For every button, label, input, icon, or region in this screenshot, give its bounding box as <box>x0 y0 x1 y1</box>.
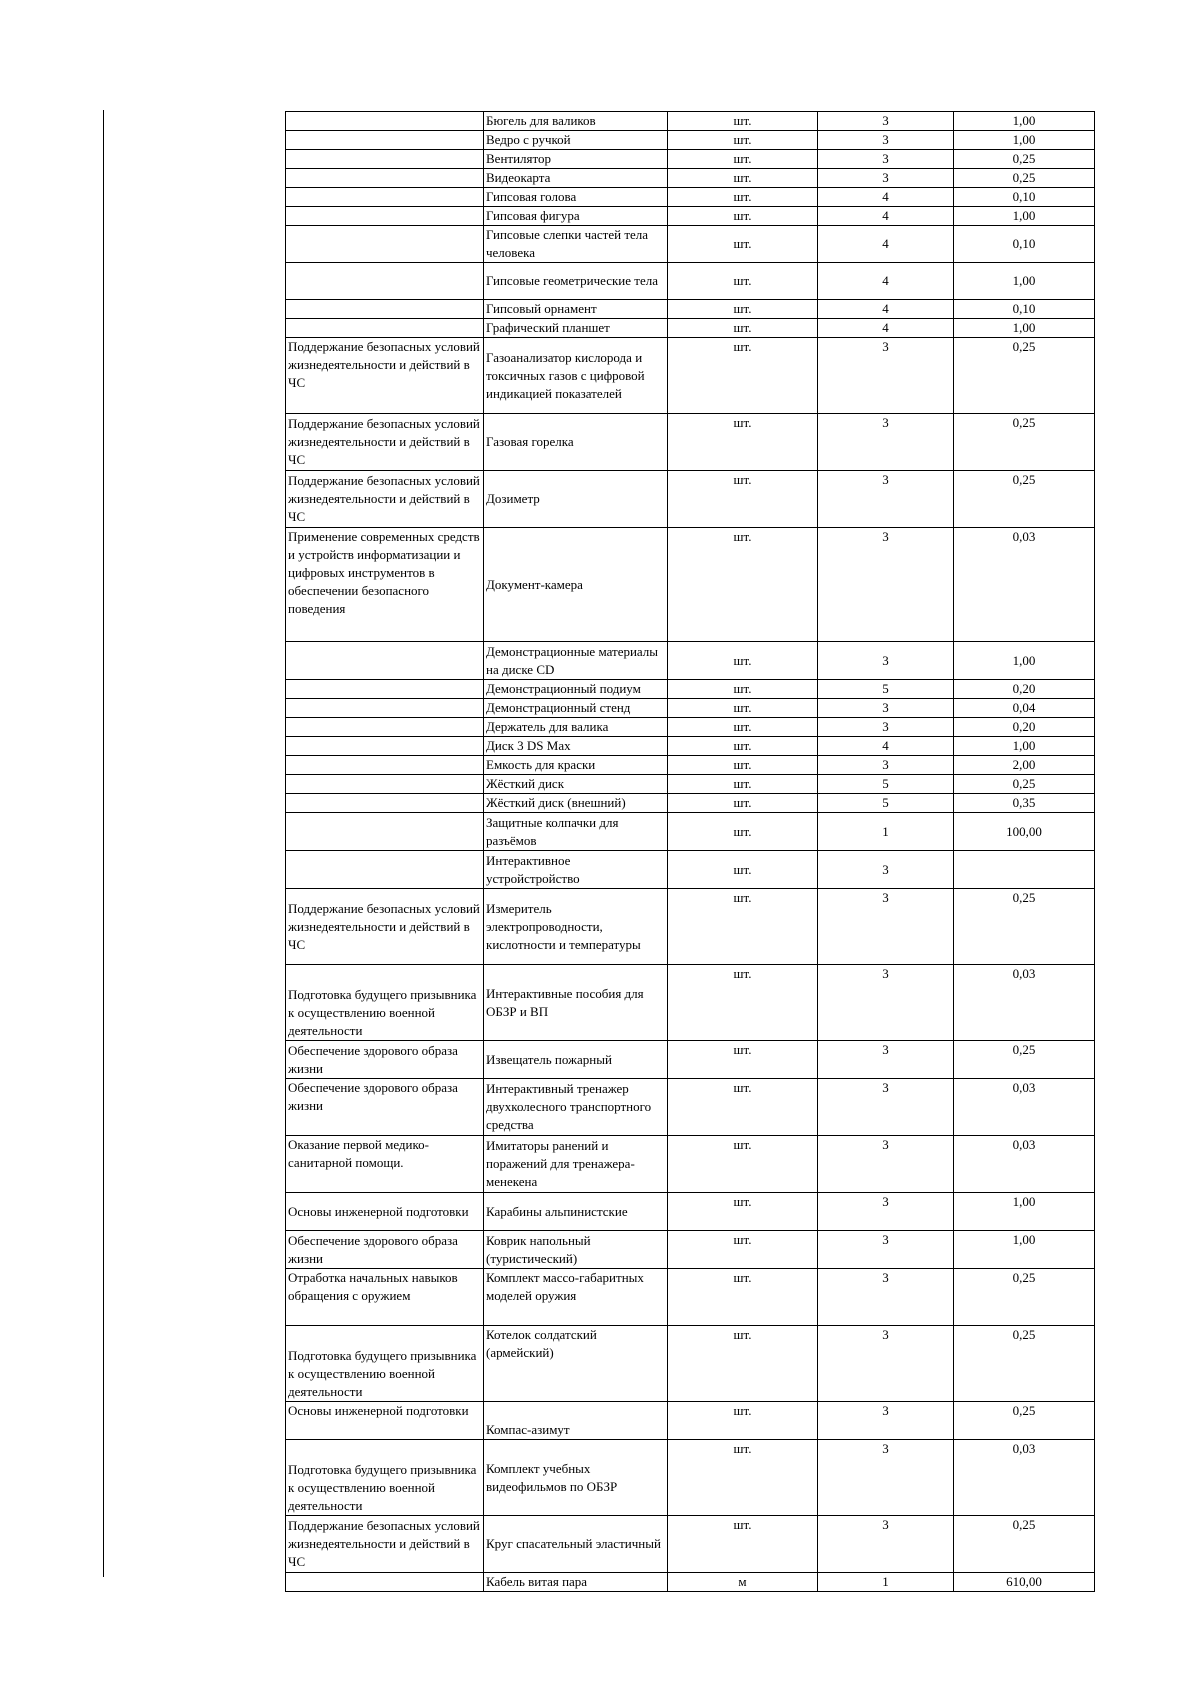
coefficient-cell: 0,25 <box>954 1041 1095 1079</box>
quantity-cell: 3 <box>818 131 954 150</box>
item-name-cell: Ведро с ручкой <box>484 131 668 150</box>
quantity-cell: 3 <box>818 851 954 889</box>
coefficient-cell: 1,00 <box>954 319 1095 338</box>
item-name-cell: Интерактивное устройстройство <box>484 851 668 889</box>
item-name-cell: Документ-камера <box>484 528 668 642</box>
unit-cell: шт. <box>668 1402 818 1440</box>
section-cell: Основы инженерной подготовки <box>286 1402 484 1440</box>
quantity-cell: 1 <box>818 1573 954 1592</box>
unit-cell: шт. <box>668 756 818 775</box>
item-name-cell: Вентилятор <box>484 150 668 169</box>
unit-cell: шт. <box>668 131 818 150</box>
coefficient-cell: 0,25 <box>954 471 1095 528</box>
item-name-cell: Жёсткий диск <box>484 775 668 794</box>
section-cell: Обеспечение здорового образа жизни <box>286 1231 484 1269</box>
coefficient-cell: 0,25 <box>954 775 1095 794</box>
table-row <box>286 756 1095 775</box>
table-row <box>286 1402 1095 1440</box>
item-name-cell: Емкость для краски <box>484 756 668 775</box>
item-name-cell: Интерактивный тренажер двухколесного транспортного средства <box>484 1079 668 1136</box>
unit-cell: шт. <box>668 528 818 642</box>
section-cell <box>286 300 484 319</box>
quantity-cell: 3 <box>818 1193 954 1231</box>
item-name-cell: Гипсовые слепки частей тела человека <box>484 226 668 263</box>
table-row <box>286 150 1095 169</box>
unit-cell: шт. <box>668 112 818 131</box>
quantity-cell: 3 <box>818 1136 954 1193</box>
quantity-cell: 3 <box>818 756 954 775</box>
equipment-table-body <box>286 112 1095 1592</box>
item-name-cell: Жёсткий диск (внешний) <box>484 794 668 813</box>
table-row <box>286 1326 1095 1402</box>
quantity-cell: 3 <box>818 1440 954 1516</box>
section-cell <box>286 169 484 188</box>
item-name-cell: Видеокарта <box>484 169 668 188</box>
unit-cell: шт. <box>668 1136 818 1193</box>
coefficient-cell: 0,25 <box>954 169 1095 188</box>
quantity-cell: 3 <box>818 718 954 737</box>
coefficient-cell: 0,03 <box>954 1079 1095 1136</box>
section-cell <box>286 794 484 813</box>
coefficient-cell: 0,35 <box>954 794 1095 813</box>
quantity-cell: 3 <box>818 1402 954 1440</box>
item-name-cell: Гипсовая голова <box>484 188 668 207</box>
unit-cell: шт. <box>668 1231 818 1269</box>
section-cell: Поддержание безопасных условий жизнедеятельности и действий в ЧС <box>286 471 484 528</box>
section-cell: Обеспечение здорового образа жизни <box>286 1041 484 1079</box>
section-cell: Подготовка будущего призывника к осуществлению военной деятельности <box>286 1440 484 1516</box>
table-row <box>286 207 1095 226</box>
coefficient-cell: 0,20 <box>954 718 1095 737</box>
table-row <box>286 642 1095 680</box>
item-name-cell: Комплект массо-габаритных моделей оружия <box>484 1269 668 1326</box>
section-cell <box>286 150 484 169</box>
table-row <box>286 112 1095 131</box>
unit-cell: шт. <box>668 1041 818 1079</box>
table-row <box>286 1269 1095 1326</box>
item-name-cell: Компас-азимут <box>484 1402 668 1440</box>
item-name-cell: Графический планшет <box>484 319 668 338</box>
coefficient-cell: 0,25 <box>954 889 1095 965</box>
section-cell <box>286 226 484 263</box>
quantity-cell: 5 <box>818 680 954 699</box>
coefficient-cell: 2,00 <box>954 756 1095 775</box>
quantity-cell: 4 <box>818 226 954 263</box>
section-cell <box>286 756 484 775</box>
section-cell <box>286 188 484 207</box>
item-name-cell: Демонстрационный подиум <box>484 680 668 699</box>
table-row <box>286 1573 1095 1592</box>
quantity-cell: 4 <box>818 188 954 207</box>
table-row <box>286 1440 1095 1516</box>
quantity-cell: 3 <box>818 1079 954 1136</box>
coefficient-cell: 0,03 <box>954 1440 1095 1516</box>
coefficient-cell: 0,03 <box>954 965 1095 1041</box>
table-row <box>286 1041 1095 1079</box>
quantity-cell: 3 <box>818 1326 954 1402</box>
unit-cell: шт. <box>668 1079 818 1136</box>
quantity-cell: 3 <box>818 1041 954 1079</box>
section-cell <box>286 813 484 851</box>
coefficient-cell: 0,25 <box>954 1269 1095 1326</box>
unit-cell: м <box>668 1573 818 1592</box>
quantity-cell: 3 <box>818 642 954 680</box>
unit-cell: шт. <box>668 965 818 1041</box>
unit-cell: шт. <box>668 1516 818 1573</box>
unit-cell: шт. <box>668 1193 818 1231</box>
item-name-cell: Коврик напольный (туристический) <box>484 1231 668 1269</box>
table-row <box>286 338 1095 414</box>
coefficient-cell: 0,10 <box>954 188 1095 207</box>
unit-cell: шт. <box>668 1326 818 1402</box>
quantity-cell: 3 <box>818 169 954 188</box>
quantity-cell: 4 <box>818 319 954 338</box>
coefficient-cell: 0,20 <box>954 680 1095 699</box>
item-name-cell: Держатель для валика <box>484 718 668 737</box>
unit-cell: шт. <box>668 775 818 794</box>
quantity-cell: 3 <box>818 112 954 131</box>
table-row <box>286 414 1095 471</box>
quantity-cell: 3 <box>818 150 954 169</box>
coefficient-cell: 1,00 <box>954 1193 1095 1231</box>
unit-cell: шт. <box>668 207 818 226</box>
table-row <box>286 1136 1095 1193</box>
coefficient-cell: 0,03 <box>954 528 1095 642</box>
quantity-cell: 3 <box>818 1516 954 1573</box>
section-cell <box>286 131 484 150</box>
page-margin-line <box>103 110 104 1577</box>
quantity-cell: 3 <box>818 889 954 965</box>
unit-cell: шт. <box>668 737 818 756</box>
section-cell <box>286 642 484 680</box>
item-name-cell: Бюгель для валиков <box>484 112 668 131</box>
quantity-cell: 3 <box>818 1231 954 1269</box>
quantity-cell: 3 <box>818 1269 954 1326</box>
item-name-cell: Демонстрационный стенд <box>484 699 668 718</box>
section-cell <box>286 718 484 737</box>
quantity-cell: 4 <box>818 300 954 319</box>
item-name-cell: Извещатель пожарный <box>484 1041 668 1079</box>
item-name-cell: Гипсовая фигура <box>484 207 668 226</box>
table-row <box>286 965 1095 1041</box>
table-row <box>286 226 1095 263</box>
quantity-cell: 1 <box>818 813 954 851</box>
unit-cell: шт. <box>668 889 818 965</box>
coefficient-cell: 0,25 <box>954 150 1095 169</box>
section-cell: Применение современных средств и устройств информатизации и цифровых инструментов в обеспечении безопасного поведения <box>286 528 484 642</box>
table-row <box>286 813 1095 851</box>
unit-cell: шт. <box>668 471 818 528</box>
section-cell: Поддержание безопасных условий жизнедеятельности и действий в ЧС <box>286 338 484 414</box>
item-name-cell: Диск 3 DS Max <box>484 737 668 756</box>
section-cell: Основы инженерной подготовки <box>286 1193 484 1231</box>
quantity-cell: 4 <box>818 737 954 756</box>
table-row <box>286 169 1095 188</box>
quantity-cell: 3 <box>818 338 954 414</box>
coefficient-cell: 0,25 <box>954 1402 1095 1440</box>
item-name-cell: Гипсовый орнамент <box>484 300 668 319</box>
table-row <box>286 319 1095 338</box>
section-cell: Поддержание безопасных условий жизнедеятельности и действий в ЧС <box>286 414 484 471</box>
section-cell <box>286 1573 484 1592</box>
quantity-cell: 3 <box>818 699 954 718</box>
section-cell <box>286 207 484 226</box>
unit-cell: шт. <box>668 319 818 338</box>
unit-cell: шт. <box>668 263 818 300</box>
unit-cell: шт. <box>668 226 818 263</box>
unit-cell: шт. <box>668 680 818 699</box>
table-row <box>286 794 1095 813</box>
item-name-cell: Дозиметр <box>484 471 668 528</box>
item-name-cell: Кабель витая пара <box>484 1573 668 1592</box>
coefficient-cell: 0,25 <box>954 338 1095 414</box>
coefficient-cell: 100,00 <box>954 813 1095 851</box>
table-row <box>286 528 1095 642</box>
item-name-cell: Демонстрационные материалы на диске CD <box>484 642 668 680</box>
coefficient-cell: 610,00 <box>954 1573 1095 1592</box>
coefficient-cell: 1,00 <box>954 207 1095 226</box>
coefficient-cell <box>954 851 1095 889</box>
table-row <box>286 1231 1095 1269</box>
item-name-cell: Круг спасательный эластичный <box>484 1516 668 1573</box>
item-name-cell: Газоанализатор кислорода и токсичных газов с цифровой индикацией показателей <box>484 338 668 414</box>
table-row <box>286 680 1095 699</box>
item-name-cell: Имитаторы ранений и поражений для тренажера-менекена <box>484 1136 668 1193</box>
section-cell: Подготовка будущего призывника к осуществлению военной деятельности <box>286 1326 484 1402</box>
unit-cell: шт. <box>668 1269 818 1326</box>
coefficient-cell: 0,25 <box>954 414 1095 471</box>
unit-cell: шт. <box>668 794 818 813</box>
table-row <box>286 131 1095 150</box>
section-cell: Поддержание безопасных условий жизнедеятельности и действий в ЧС <box>286 889 484 965</box>
unit-cell: шт. <box>668 338 818 414</box>
table-row <box>286 718 1095 737</box>
coefficient-cell: 0,10 <box>954 300 1095 319</box>
item-name-cell: Газовая горелка <box>484 414 668 471</box>
item-name-cell: Интерактивные пособия для ОБЗР и ВП <box>484 965 668 1041</box>
section-cell <box>286 112 484 131</box>
table-row <box>286 471 1095 528</box>
unit-cell: шт. <box>668 169 818 188</box>
coefficient-cell: 1,00 <box>954 737 1095 756</box>
table-row <box>286 300 1095 319</box>
quantity-cell: 3 <box>818 528 954 642</box>
quantity-cell: 4 <box>818 207 954 226</box>
coefficient-cell: 0,04 <box>954 699 1095 718</box>
unit-cell: шт. <box>668 699 818 718</box>
table-row <box>286 263 1095 300</box>
coefficient-cell: 1,00 <box>954 642 1095 680</box>
quantity-cell: 3 <box>818 965 954 1041</box>
item-name-cell: Измеритель электропроводности, кислотности и температуры <box>484 889 668 965</box>
section-cell <box>286 699 484 718</box>
coefficient-cell: 1,00 <box>954 131 1095 150</box>
section-cell <box>286 737 484 756</box>
section-cell: Отработка начальных навыков обращения с оружием <box>286 1269 484 1326</box>
section-cell: Обеспечение здорового образа жизни <box>286 1079 484 1136</box>
quantity-cell: 3 <box>818 471 954 528</box>
equipment-table <box>285 111 1095 1592</box>
section-cell <box>286 319 484 338</box>
section-cell <box>286 680 484 699</box>
item-name-cell: Защитные колпачки для разъёмов <box>484 813 668 851</box>
coefficient-cell: 1,00 <box>954 263 1095 300</box>
unit-cell: шт. <box>668 813 818 851</box>
unit-cell: шт. <box>668 150 818 169</box>
section-cell: Поддержание безопасных условий жизнедеятельности и действий в ЧС <box>286 1516 484 1573</box>
item-name-cell: Комплект учебных видеофильмов по ОБЗР <box>484 1440 668 1516</box>
quantity-cell: 4 <box>818 263 954 300</box>
section-cell <box>286 263 484 300</box>
unit-cell: шт. <box>668 642 818 680</box>
coefficient-cell: 0,10 <box>954 226 1095 263</box>
coefficient-cell: 1,00 <box>954 112 1095 131</box>
coefficient-cell: 0,03 <box>954 1136 1095 1193</box>
coefficient-cell: 1,00 <box>954 1231 1095 1269</box>
section-cell <box>286 851 484 889</box>
table-row <box>286 1193 1095 1231</box>
unit-cell: шт. <box>668 718 818 737</box>
table-row <box>286 699 1095 718</box>
item-name-cell: Карабины альпинистские <box>484 1193 668 1231</box>
table-row <box>286 1079 1095 1136</box>
table-row <box>286 1516 1095 1573</box>
unit-cell: шт. <box>668 414 818 471</box>
table-row <box>286 775 1095 794</box>
unit-cell: шт. <box>668 1440 818 1516</box>
table-row <box>286 188 1095 207</box>
coefficient-cell: 0,25 <box>954 1516 1095 1573</box>
item-name-cell: Котелок солдатский (армейский) <box>484 1326 668 1402</box>
unit-cell: шт. <box>668 300 818 319</box>
unit-cell: шт. <box>668 851 818 889</box>
table-row <box>286 737 1095 756</box>
table-row <box>286 889 1095 965</box>
quantity-cell: 5 <box>818 775 954 794</box>
table-row <box>286 851 1095 889</box>
unit-cell: шт. <box>668 188 818 207</box>
quantity-cell: 5 <box>818 794 954 813</box>
item-name-cell: Гипсовые геометрические тела <box>484 263 668 300</box>
coefficient-cell: 0,25 <box>954 1326 1095 1402</box>
section-cell: Оказание первой медико-санитарной помощи. <box>286 1136 484 1193</box>
section-cell: Подготовка будущего призывника к осуществлению военной деятельности <box>286 965 484 1041</box>
section-cell <box>286 775 484 794</box>
quantity-cell: 3 <box>818 414 954 471</box>
